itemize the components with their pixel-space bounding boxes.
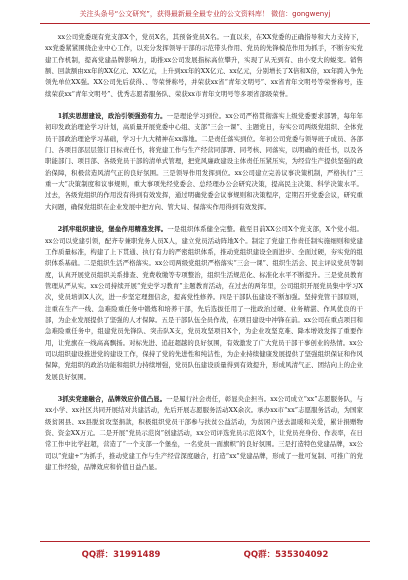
- paragraph-heading: 2抓牢组织建设，堡垒作用精准发挥。: [57, 225, 168, 234]
- page-footer: [40, 545, 370, 563]
- paragraph: [45, 224, 363, 383]
- header-divider: [40, 23, 370, 24]
- paragraph-text: 一是履行社会责任，彰显央企担当。xx公司成立“xx”志愿服务队，与xx小学、xx社区共同开展结对共建活动，先后开展志愿服务活动XX余次。承办xx市“xx”志愿服务活动，为国家级贫困县、xx县脱贫攻坚捐款，积极组织党员干部参与扶贫公益活动，为贫困户送去温暖和关爱，累计捐赠物资、资金XX万元。二是开展“党员示范岗”创建活动，xx公司评选党员示范岗X个，让党员亮身份、作表率，在日常工作中比学赶超，营造了“一个支部一个堡垒，一名党员一面旗帜”的良好氛围。三是打造特色党建品牌，xx公司以“党建+”为抓手，推动党建工作与生产经营深度融合，打造“xx”党建品牌，形成了一批可复制、可推广的党建工作经验，品牌效应和价值日益凸显。: [45, 394, 363, 472]
- paragraph-text: 一是理论学习到位。xx公司严格贯彻落实上级党委要求部署，每年年初印发政治理论学习计划，高质量开展党委中心组、支部“三会一课”、主题党日，夯实公司两级党组织、全体党员干部政治理论学习基础，学习十九大精神在xx落地。二是责任落实到位。年初公司党委与领导班子成员、各部门、各项目部层层签订目标责任书，将党建工作与生产经营同部署、同考核、同落实，以明确的责任书，以及各职能部门、项目部、各级党员干部的清单式管理，把党风廉政建设主体责任压紧压实，为经营生产提供坚强的政治保障，积极营造风清气正的良好氛围。三是领导作用发挥到位。xx公司建立完善议事决策机制，严格执行“三重一大”决策制度和议事规则，重大事项先经党委会、总经理办公会研究决策，提高民主决策、科学决策水平。过去，各级党组织的作用没有得到有效发挥，通过明确党委会议事规则和决策程序，定期召开党委会议，研究重大问题，确保党组织在企业发展中把方向、管大局、保落实作用得到有效发挥。: [45, 112, 363, 211]
- paragraph-heading: 1抓实思想建设，政治引领强劲有力。: [57, 112, 167, 121]
- paragraph: [45, 394, 363, 473]
- qq-group-right: QQ群：535304092: [243, 550, 329, 560]
- footer-divider: [40, 541, 370, 542]
- paragraph-heading: 3抓实党建融合，品牌效应价值凸显。: [57, 394, 167, 403]
- paragraph: [45, 32, 363, 100]
- paragraph-text: xx公司党委现有党支部X个，党员X名，其预备党员X名。一直以来，在XX党委的正确指导和大力支持下，xx党委紧紧围绕企业中心工作，以充分发挥领导干部的示范带头作用、党员的先锋模范作用为抓手，不断夯实党建工作机制，提高党建品牌影响力，助推xx公司发展指标高位攀升，实现了从无到有、由小变大的蜕变。销售额、回款额由xx年的XX亿元、XX亿元，上升到xx年的XX亿元、xx亿元，分别增长了X倍和X倍，xx年跨入争先领先单位XX强。XX公司先后获得、、等荣誉称号，并荣获xx省“青年文明号”、xx省青年文明号等荣誉称号，连续荣获xx“青年文明号”、优秀志愿者服务队、荣获xx市青年文明号等多项省部级荣誉。: [45, 33, 363, 98]
- paragraph-text: 一是组织体系健全完整。截至目前XX公司X个党支部，X个党小组。xx公司以党建引领，配齐专兼职党务人员X人，建立党员活动阵地X个。制定了党建工作责任制实施细则和党建工作质量标准，构建了上下贯通、执行有力的严密组织体系，推动党组织建设全面进步、全面过硬，夯实党的组织体系基础。二是组织生活严格落实。xx公司两级党组织严格落实“三会一课”、组织生活会、民主评议党员等制度，认真开展党员组织关系排查、党费收缴等专项整治，组织生活规范化、标准化水平不断提升。三是党员教育管理从严从实。xx公司持续开展“党史学习教育”主题教育活动，在过去的两年里，公司组织开展党员集中学习X次，党员培训X人次，进一步坚定理想信念，提高党性修养。四是干部队伍建设不断加强。坚持党管干部原则，注重在生产一线、急难险重任务中锻炼和培养干部，先后选拔任用了一批政治过硬、业务精湛、作风优良的干部，为企业发展提供了坚强的人才保障。五是干部队伍全员作战，在项目建设中冲锋在前。xx公司在重点项目和急难险重任务中，组建党员先锋队、突击队X支，党员攻坚项目X个，为企业攻坚克难、降本增效发挥了重要作用，让党旗在一线高高飘扬。对标先进、追赶超越的良好氛围，有效激发了广大党员干部干事创业的热情。xx公司以组织建设推进党的建设工作，保持了党的先进性和纯洁性，为企业持续健康发展提供了坚强组织保证和作风保障，党组织的政治功能和组织力持续增强，党员队伍建设质量得到有效提升，形成风清气正、团结向上的企业发展良好氛围。: [45, 225, 363, 381]
- paragraph: [45, 111, 363, 213]
- page-header: 关注头条号“公文研究”，获得最新最全最专业的公文资料库！ 微信：gongwenyj: [79, 10, 331, 18]
- document-body: [45, 32, 363, 532]
- qq-group-left: QQ群：31991489: [81, 550, 161, 560]
